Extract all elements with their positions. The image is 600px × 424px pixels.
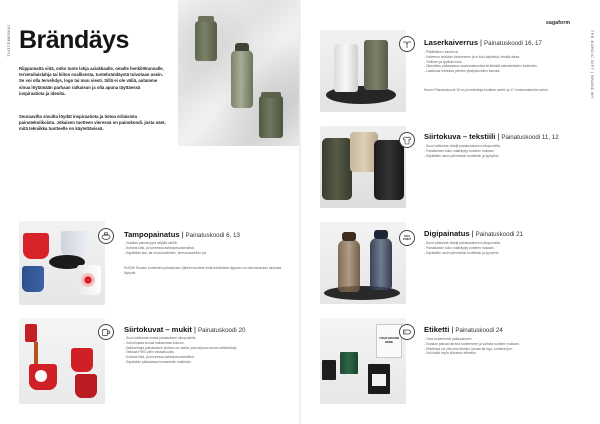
list-item: - Etiketissä voi olla oma tekstisi, kuvasi tai logo, koristeet jne.: [424, 347, 574, 352]
small-black-candle: [322, 360, 336, 380]
list-item: - Voit lisätä myös kiitoksen etikettiin.: [424, 351, 574, 356]
olive-tumbler-right: [364, 40, 388, 90]
grey-mug: [61, 231, 89, 257]
tshirt-icon: [399, 132, 415, 148]
page-title: Brändäys: [19, 26, 129, 54]
brand-logo: sagaform: [546, 20, 571, 26]
textile-photo: [320, 126, 406, 208]
navy-bottle: [370, 238, 392, 290]
brand-tag-card: [376, 324, 402, 358]
left-vertical-label: TUOTEMERKKI: [7, 24, 11, 57]
candle-label: [372, 374, 386, 386]
tea-stream: [34, 342, 38, 364]
list-item: - Kaiverrus tehdään tuotteeseen ja ei kulu käytössä, kestää aikaa.: [424, 55, 574, 60]
list-item: - Vaihtoehtoja painatuksen pintaan on useita, joka tarjoaa monia vaihtoehtoja.: [124, 346, 284, 351]
brown-bottle-cap: [342, 232, 356, 241]
glass-bottle: [231, 50, 253, 108]
green-candle: [340, 352, 358, 374]
mug-transfer-title: Siirtokuvat – mukit: [124, 325, 192, 334]
list-item: - Korkeat käsi- ja koneessa astianpesunkestävä.: [124, 355, 284, 360]
intro-paragraph-2: Seuraavilta sivuilta löydät inspiraatiota ja tietoa erilaisista painotekniikoista. Jokaisen tuotteen vieressä on painokoodi, josta näet, mitä tekniikka tuotteelle on käytettävissä.: [19, 114, 166, 132]
red-mug: [23, 233, 49, 259]
label-code: Painatuskoodi 24: [455, 327, 503, 334]
label-tag-icon: [399, 324, 415, 340]
glass-bottle-cap: [235, 43, 249, 51]
mug-transfer-code: Painatuskoodi 20: [197, 327, 246, 334]
digital-heading: Digipainatus | Painatuskoodi 21: [424, 229, 524, 238]
list-item: - Käytetään pääasiassa keraamisiin tuotteisiin.: [124, 360, 284, 365]
mug-transfer-heading: Siirtokuvat – mukit | Painatuskoodi 20: [124, 325, 246, 334]
navy-bottle-cap: [374, 230, 388, 239]
digital-print-icon-text: DIGI PRINT: [402, 235, 412, 241]
red-mug-back: [71, 348, 93, 372]
product-label-text: YOUR BRAND HERE: [378, 336, 400, 344]
list-item: - Käytetään lasi- tai muovituotteisiin, termosmukeihin jne.: [124, 251, 284, 256]
list-item: - Suuri valikoima varioa painatuksen ulkopuolella.: [124, 336, 284, 341]
list-item: - Korkeat käsi- ja koneessa astianpesunkestävä.: [124, 246, 284, 251]
black-bag: [374, 140, 404, 200]
mug-print-logo: [81, 273, 95, 287]
tampo-note: HUOM! Skodon tuotteiden painatuksen jälkeen tuotteet eivät tekniikasta riippuen voi olla kokonaan tuhkasta löytyvät.: [124, 266, 282, 275]
mugs-transfer-photo: [19, 318, 105, 404]
list-item: - Voidaan painaa jopa neljällä värillä.: [124, 241, 284, 246]
list-item: - Tarkkaa PMS-värin vastaavuutta.: [124, 350, 284, 355]
white-tumbler: [334, 44, 358, 92]
list-item: - Tarkoitettu pääasiassa ruostumattomista teräksistä valmistettuihin tuotteisiin.: [424, 64, 574, 69]
intro-paragraph-1: Riippumatta siitä, onko tuote lahja asiakkaalle, omalle henkilökunnalle, tervetuliaislahja tai kiitos osallisesta, tuotebrändäystä toivotaan usein. Se voi olla tervehdys, logo tai muu viesti. Sillä ei ole väliä, autamme sinua löytämään parhaan ratkaisun ja olla apuna täyttäessä inspiraatiota ja ideoita.: [19, 66, 164, 96]
digital-title: Digipainatus: [424, 229, 470, 238]
list-item: - Ylellinen ja tyylikäs tulos.: [424, 60, 574, 65]
laser-bullets: [424, 50, 574, 74]
tampo-pad-icon: [98, 228, 114, 244]
olive-tumbler-lid: [198, 16, 214, 22]
label-bullets: [424, 337, 574, 356]
olive-tumbler: [195, 21, 217, 61]
digital-bullets: [424, 241, 574, 255]
list-item: - Suuri valikoima värejä painatusalueen ulkopuolella.: [424, 241, 574, 246]
hero-photo-thermoses: [178, 0, 299, 146]
red-teapot: [25, 324, 37, 342]
tampo-bullets: [124, 241, 284, 255]
red-mug-stack: [75, 374, 97, 398]
label-title: Etiketti: [424, 325, 450, 334]
laser-beam-icon: [399, 36, 415, 52]
list-item: - Laadukas tekniikka pienten yksityiskohtien kanssa.: [424, 69, 574, 74]
list-item: - Käytetään usein pehmeisiin tuotteisiin ja tyynyihin.: [424, 154, 574, 159]
tampo-title: Tampopainatus: [124, 230, 180, 239]
dark-tumbler-lid: [261, 92, 281, 98]
list-item: - Painatuksen koko määräytyy tuotteen mukaan.: [424, 246, 574, 251]
tampo-photo: [19, 221, 105, 305]
textile-title: Siirtokuva – tekstiili: [424, 132, 496, 141]
laser-title: Laserkaiverrus: [424, 38, 479, 47]
list-item: - Painatuksen koko määräytyy tuotteen mukaan.: [424, 149, 574, 154]
textile-bullets: [424, 144, 574, 158]
list-item: - Käytetään usein pehmeisiin tuotteisiin ja tyynyihin.: [424, 251, 574, 256]
label-photo: [320, 318, 406, 404]
digital-print-icon: [399, 230, 415, 246]
tampo-heading: Tampopainatus | Painatuskoodi 6, 13: [124, 230, 240, 239]
textile-code: Painatuskoodi 11, 12: [501, 134, 559, 141]
laser-code: Painatuskoodi 16, 17: [484, 40, 542, 47]
laser-photo: [320, 30, 406, 112]
tampo-code: Painatuskoodi 6, 13: [185, 232, 240, 239]
list-item: - Voit tulostaa kuvasi haluamaasi kokoon.: [124, 341, 284, 346]
label-heading: Etiketti | Painatuskoodi 24: [424, 325, 503, 334]
mug-decal: [35, 370, 47, 382]
digital-code: Painatuskoodi 21: [475, 231, 524, 238]
list-item: - Oma tuotemerkki pakkaukseen.: [424, 337, 574, 342]
dark-tumbler: [259, 96, 283, 138]
laser-note: Huom! Painatuskoodi 16 on pinnoitettuja tuotteita varten ja 17 ruostumattomia varten.: [424, 88, 549, 92]
list-item: - Suuri valikoima värejä painatusalueen ulkopuolella.: [424, 144, 574, 149]
olive-bag: [322, 138, 352, 200]
right-page: [300, 0, 600, 424]
digital-print-photo: [320, 222, 406, 304]
mug-transfer-bullets: [124, 336, 284, 365]
right-vertical-label: THE NORDIC GIFT | BRAND MY: [590, 30, 594, 99]
list-item: - Pitkäikäinen kaiverrus.: [424, 50, 574, 55]
mug-icon: [98, 324, 114, 340]
blue-mug: [22, 266, 44, 292]
brown-bottle: [338, 240, 360, 292]
textile-heading: Siirtokuva – tekstiili | Painatuskoodi 11, 12: [424, 132, 559, 141]
laser-heading: Laserkaiverrus | Painatuskoodi 16, 17: [424, 38, 542, 47]
list-item: - Voidaan painaa tarrana tuotteeseen ja vaihtaa tuotteen mukaan.: [424, 342, 574, 347]
